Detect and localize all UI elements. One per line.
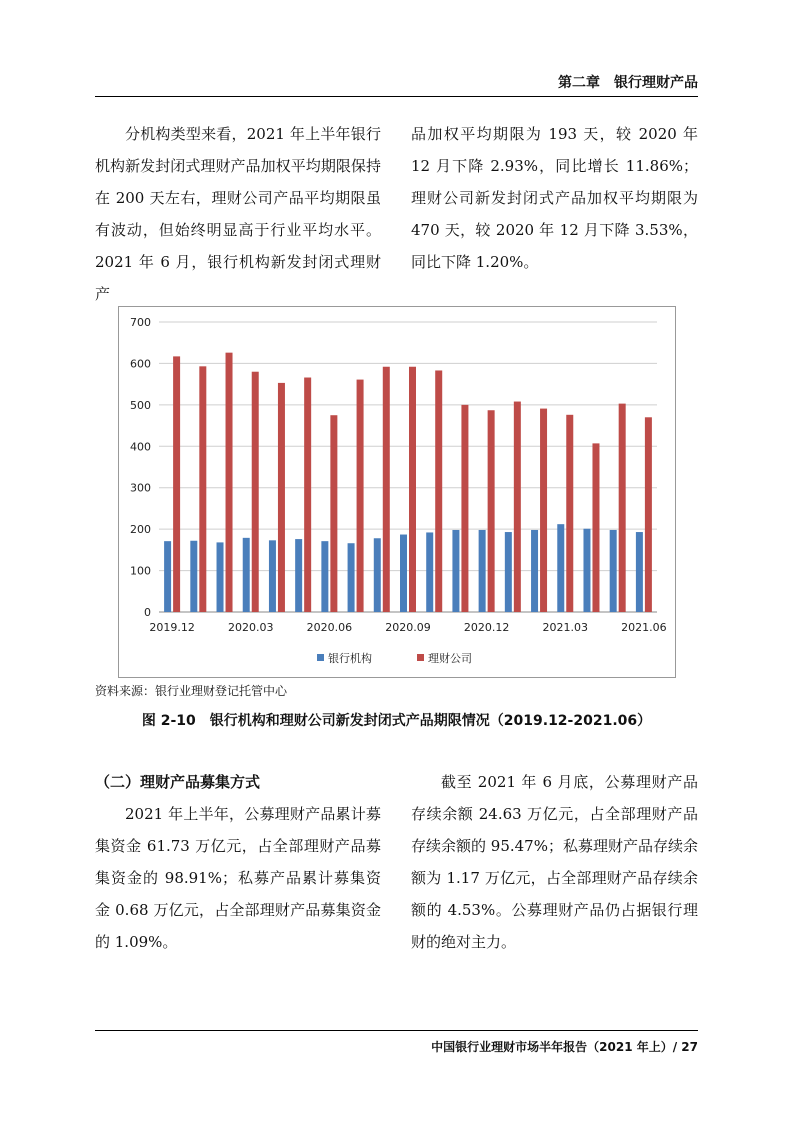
paragraph: 品加权平均期限为 193 天，较 2020 年 12 月下降 2.93%，同比增长 11.86%；理财公司新发封闭式产品加权平均期限为 470 天，较 2020 年 12 月下降 3.53%，同比下降 1.20%。 <box>411 125 698 271</box>
bar-chart <box>118 306 676 678</box>
top-text-left <box>95 118 381 310</box>
bar-wealth-company <box>619 404 626 612</box>
bar-wealth-company <box>173 356 180 612</box>
bar-bank <box>348 543 355 612</box>
bar-bank <box>583 529 590 612</box>
page-footer: 中国银行业理财市场半年报告（2021 年上）/ 27 <box>431 1040 698 1054</box>
bar-bank <box>452 530 459 612</box>
bar-bank <box>217 542 224 612</box>
paragraph: 2021 年上半年，公募理财产品累计募集资金 61.73 万亿元，占全部理财产品募集资金的 98.91%；私募产品累计募集资金 0.68 万亿元，占全部理财产品募集资金的 1.09%。 <box>95 805 381 951</box>
legend-swatch <box>417 654 424 661</box>
bar-wealth-company <box>645 417 652 612</box>
paragraph: 分机构类型来看，2021 年上半年银行机构新发封闭式理财产品加权平均期限保持在 200 天左右，理财公司产品平均期限虽有波动，但始终明显高于行业平均水平。2021 年 6 月，银行机构新发封闭式理财产 <box>95 125 381 303</box>
legend-label: 理财公司 <box>428 652 472 665</box>
chart-canvas <box>119 307 675 677</box>
bar-bank <box>243 538 250 612</box>
bar-bank <box>164 541 171 612</box>
bar-wealth-company <box>330 415 337 612</box>
bar-bank <box>636 532 643 612</box>
bar-bank <box>557 524 564 612</box>
paragraph: 截至 2021 年 6 月底，公募理财产品存续余额 24.63 万亿元，占全部理财产品存续余额的 95.47%；私募理财产品存续余额为 1.17 万亿元，占全部理财产品存续余额的 4.53%。公募理财产品仍占据银行理财的绝对主力。 <box>411 773 698 951</box>
y-tick-label: 700 <box>130 316 151 329</box>
bar-wealth-company <box>304 378 311 612</box>
bar-bank <box>295 539 302 612</box>
bar-wealth-company <box>488 410 495 612</box>
bar-wealth-company <box>540 409 547 612</box>
bar-bank <box>479 530 486 612</box>
bar-wealth-company <box>514 402 521 612</box>
x-tick-label: 2020.03 <box>227 621 274 634</box>
x-tick-label: 2021.03 <box>542 621 589 634</box>
x-tick-label: 2021.06 <box>621 621 667 634</box>
bar-bank <box>190 541 197 612</box>
figure-caption: 图 2-10 银行机构和理财公司新发封闭式产品期限情况（2019.12-2021.06） <box>141 713 652 729</box>
chapter-header: 第二章 银行理财产品 <box>558 75 698 91</box>
footer-rule <box>95 1030 698 1031</box>
x-tick-label: 2019.12 <box>149 621 195 634</box>
bar-bank <box>269 540 276 612</box>
bar-bank <box>400 535 407 612</box>
bar-wealth-company <box>199 366 206 612</box>
bar-wealth-company <box>409 367 416 612</box>
y-tick-label: 100 <box>130 564 151 578</box>
y-tick-label: 400 <box>130 440 151 454</box>
bar-wealth-company <box>357 380 364 612</box>
bar-wealth-company <box>592 443 599 612</box>
figure-source: 资料来源：银行业理财登记托管中心 <box>95 684 288 698</box>
bar-bank <box>321 541 328 612</box>
y-tick-label: 500 <box>130 398 151 412</box>
bar-bank <box>610 530 617 612</box>
x-tick-label: 2020.12 <box>463 621 510 634</box>
y-tick-label: 200 <box>130 523 151 537</box>
bar-wealth-company <box>566 415 573 612</box>
top-text-right <box>411 118 698 278</box>
bar-wealth-company <box>226 353 233 612</box>
legend-label: 银行机构 <box>328 652 372 665</box>
x-tick-label: 2020.09 <box>385 621 431 634</box>
header-rule <box>95 96 698 97</box>
section-heading: （二）理财产品募集方式 <box>95 773 261 791</box>
bar-wealth-company <box>383 367 390 612</box>
legend-swatch <box>317 654 324 661</box>
bar-bank <box>505 532 512 612</box>
y-tick-label: 300 <box>130 481 151 495</box>
bar-bank <box>426 532 433 612</box>
section-text-right <box>411 766 698 958</box>
y-tick-label: 0 <box>144 606 151 619</box>
bar-wealth-company <box>252 372 259 612</box>
section-text-left <box>95 766 381 958</box>
bar-wealth-company <box>461 405 468 612</box>
bar-wealth-company <box>278 383 285 612</box>
x-tick-label: 2020.06 <box>306 621 353 634</box>
bar-bank <box>374 538 381 612</box>
y-tick-label: 600 <box>130 357 151 371</box>
bar-wealth-company <box>435 370 442 612</box>
bar-bank <box>531 530 538 612</box>
